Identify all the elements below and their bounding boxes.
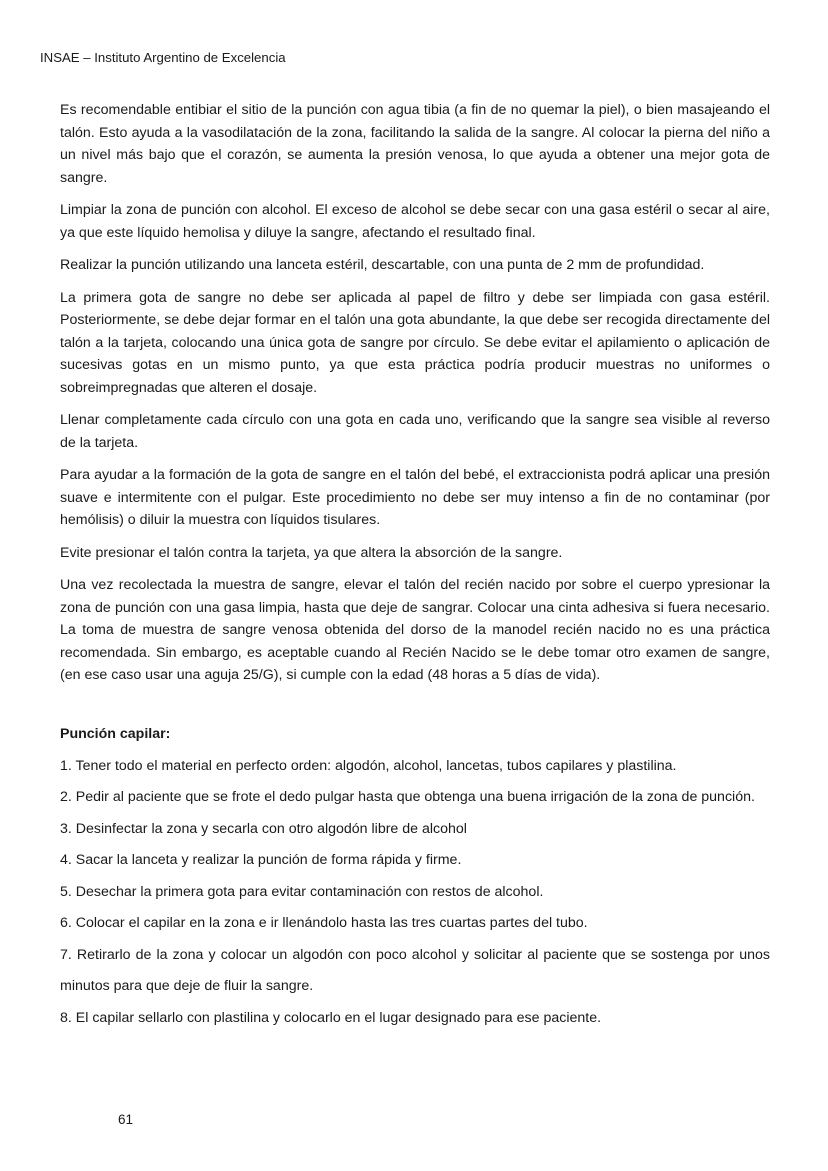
list-item: 4. Sacar la lanceta y realizar la punción de forma rápida y firme. <box>60 852 462 868</box>
procedure-list <box>60 751 770 1035</box>
document-header: INSAE – Instituto Argentino de Excelencia <box>40 50 286 65</box>
document-body <box>60 99 770 1034</box>
paragraph-ayudar: Para ayudar a la formación de la gota de sangre en el talón del bebé, el extraccionista podrá aplicar una presión suave e intermitente con el pulgar. Este procedimiento no debe ser muy intenso a fin de no contaminar (por hemólisis) o diluir la muestra con líquidos tisulares. <box>60 467 770 528</box>
page-number: 61 <box>118 1112 134 1127</box>
paragraph-evite: Evite presionar el talón contra la tarjeta, ya que altera la absorción de la sangre. <box>60 544 563 561</box>
section-title: Punción capilar: <box>60 725 171 742</box>
list-item: 7. Retirarlo de la zona y colocar un algodón con poco alcohol y solicitar al paciente que se sostenga por unos minutos para que deje de fluir la sangre. <box>60 946 770 994</box>
paragraph-llenar: Llenar completamente cada círculo con una gota en cada uno, verificando que la sangre sea visible al reverso de la tarjeta. <box>60 412 770 451</box>
list-item: 3. Desinfectar la zona y secarla con otro algodón libre de alcohol <box>60 820 467 837</box>
list-item: 1. Tener todo el material en perfecto orden: algodón, alcohol, lancetas, tubos capilares y plastilina. <box>60 757 677 774</box>
paragraph-limpiar: Limpiar la zona de punción con alcohol. El exceso de alcohol se debe secar con una gasa estéril o secar al aire, ya que este líquido hemolisa y diluye la sangre, afectando el resultado final. <box>60 202 770 241</box>
paragraph-primera-gota: La primera gota de sangre no debe ser aplicada al papel de filtro y debe ser limpiada con gasa estéril. Posteriormente, se debe dejar formar en el talón una gota abundante, la que debe ser recogida directamente del talón a la tarjeta, colocando una única gota de sangre por círculo. Se debe evitar el apilamiento o aplicación de sucesivas gotas en un mismo punto, ya que esta práctica podría producir muestras no uniformes o sobreimpregnadas que alteren el dosaje. <box>60 289 770 396</box>
list-item: 8. El capilar sellarlo con plastilina y colocarlo en el lugar designado para ese paciente. <box>60 1009 602 1026</box>
list-item: 6. Colocar el capilar en la zona e ir llenándolo hasta las tres cuartas partes del tubo. <box>60 915 588 931</box>
paragraph-recolectada: Una vez recolectada la muestra de sangre, elevar el talón del recién nacido por sobre el cuerpo ypresionar la zona de punción con una gasa limpia, hasta que deje de sangrar. Colocar una cinta adhesiva si fuera necesario. La toma de muestra de sangre venosa obtenida del dorso de la manodel recién nacido no es una práctica recomendada. Sin embargo, es aceptable cuando al Recién Nacido se le debe tomar otro examen de sangre, (en ese caso usar una aguja 25/G), si cumple con la edad (48 horas a 5 días de vida). <box>60 577 770 683</box>
list-item: 2. Pedir al paciente que se frote el dedo pulgar hasta que obtenga una buena irrigación de la zona de punción. <box>60 789 755 805</box>
paragraph-entibiar: Es recomendable entibiar el sitio de la punción con agua tibia (a fin de no quemar la piel), o bien masajeando el talón. Esto ayuda a la vasodilatación de la zona, facilitando la salida de la sangre. Al colocar la pierna del niño a un nivel más bajo que el corazón, se aumenta la presión venosa, lo que ayuda a obtener una mejor gota de sangre. <box>60 102 770 186</box>
paragraph-realizar: Realizar la punción utilizando una lanceta estéril, descartable, con una punta de 2 mm de profundidad. <box>60 257 705 273</box>
list-item: 5. Desechar la primera gota para evitar contaminación con restos de alcohol. <box>60 883 544 900</box>
section-spacer <box>60 697 770 723</box>
